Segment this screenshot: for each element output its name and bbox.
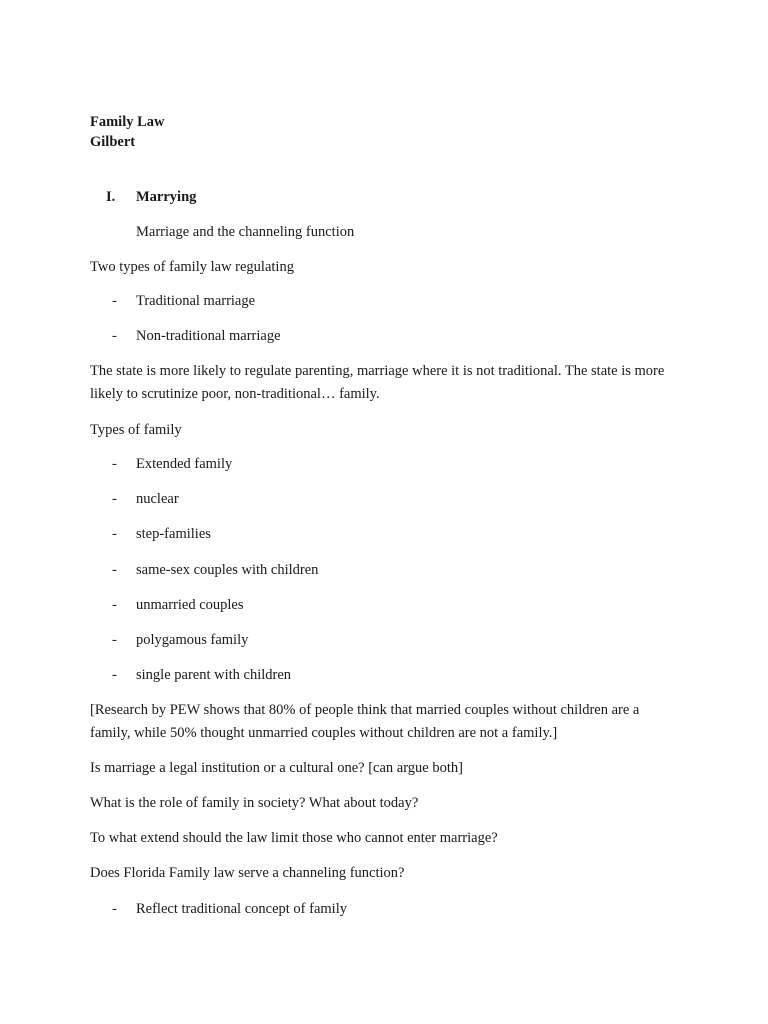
list-item-text: nuclear	[136, 491, 179, 507]
list-item-text: step-families	[136, 526, 211, 542]
bullet-dash: -	[112, 293, 117, 309]
list-item-text: unmarried couples	[136, 597, 244, 613]
bullet-dash: -	[112, 632, 117, 648]
list-item-text: Traditional marriage	[136, 293, 256, 309]
bullet-dash: -	[112, 667, 117, 683]
list-item-text: polygamous family	[136, 632, 249, 648]
author-name: Gilbert	[90, 134, 136, 150]
question-line: What is the role of family in society? What about today?	[90, 795, 419, 811]
section-title: Marrying	[136, 189, 197, 205]
list-item-text: Extended family	[136, 456, 233, 472]
bullet-dash: -	[112, 901, 117, 917]
course-title: Family Law	[90, 114, 165, 130]
list-item-text: Non-traditional marriage	[136, 328, 281, 344]
question-line: Does Florida Family law serve a channeling function?	[90, 865, 405, 881]
list-item-text: Reflect traditional concept of family	[136, 901, 347, 917]
bullet-dash: -	[112, 526, 117, 542]
question-line: Is marriage a legal institution or a cultural one? [can argue both]	[90, 760, 463, 776]
list-item-text: same-sex couples with children	[136, 562, 319, 578]
family-types-heading: Types of family	[90, 422, 182, 438]
bullet-dash: -	[112, 562, 117, 578]
section-numeral: I.	[106, 189, 116, 205]
state-paragraph: The state is more likely to regulate parenting, marriage where it is not traditional. The state is more likely to scrutinize poor, non-traditional… family.	[90, 363, 665, 402]
research-paragraph: [Research by PEW shows that 80% of people think that married couples without children are a family, while 50% thought unmarried couples without children are not a family.]	[90, 702, 640, 741]
list-item-text: single parent with children	[136, 667, 292, 683]
section-subtitle: Marriage and the channeling function	[136, 224, 355, 240]
regulating-heading: Two types of family law regulating	[90, 259, 294, 275]
bullet-dash: -	[112, 328, 117, 344]
bullet-dash: -	[112, 597, 117, 613]
question-line: To what extend should the law limit those who cannot enter marriage?	[90, 830, 498, 846]
bullet-dash: -	[112, 456, 117, 472]
bullet-dash: -	[112, 491, 117, 507]
